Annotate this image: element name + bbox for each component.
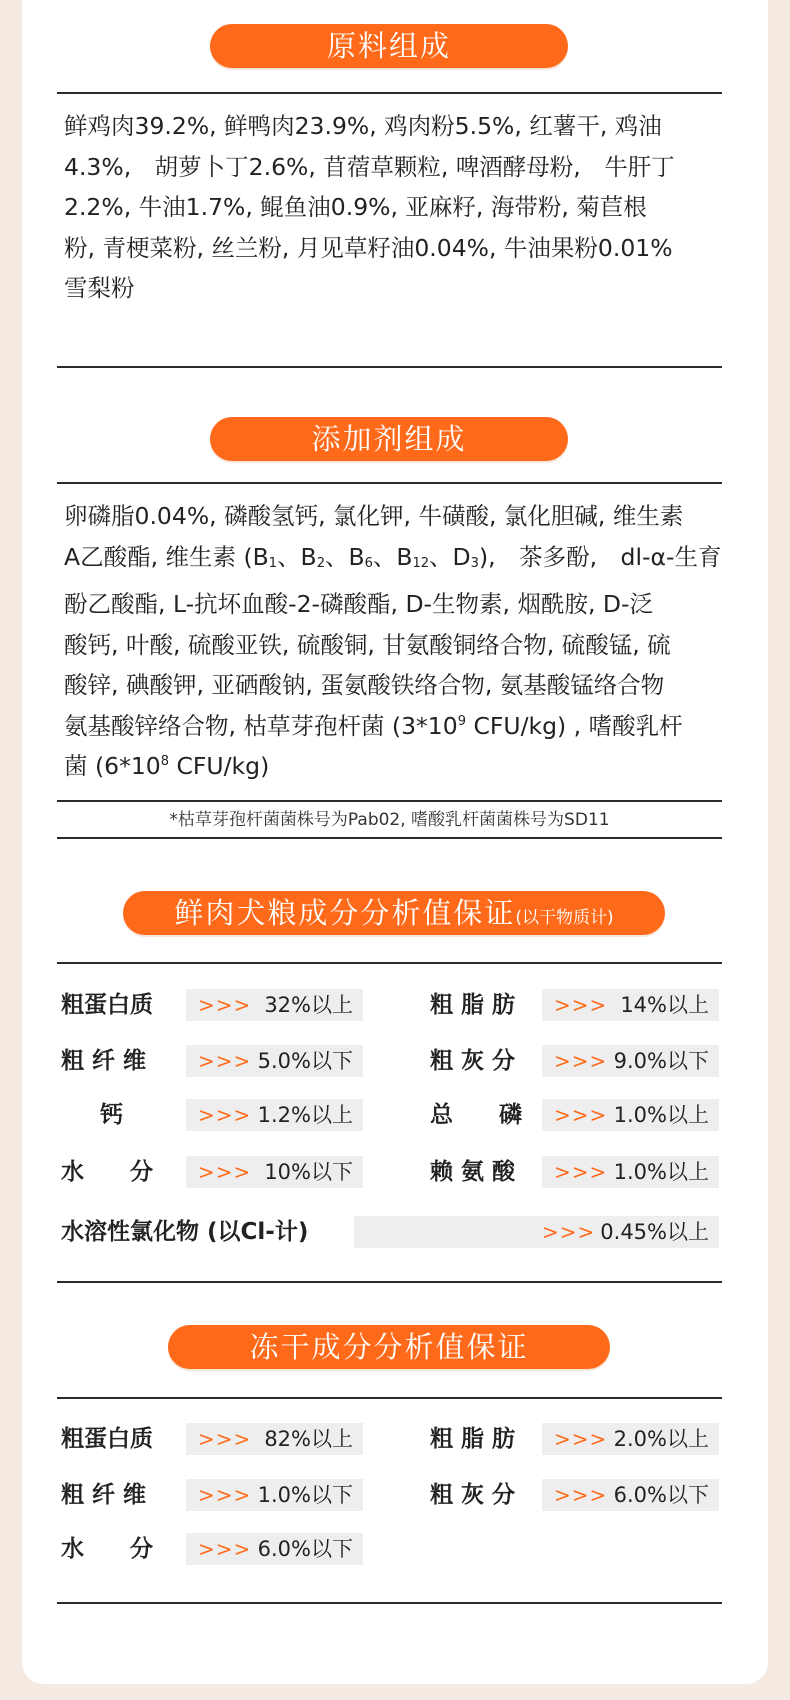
crude-protein-value: >>> 32%以上 <box>186 989 363 1021</box>
crude-fiber-label: 粗 纤 维 <box>61 1482 147 1508</box>
crude-fiber-value: >>> 1.0%以下 <box>186 1479 363 1511</box>
crude-fat-label: 粗 脂 肪 <box>430 1426 516 1452</box>
total-phosphorus-label: 总 磷 <box>430 1102 522 1128</box>
text-line: 酚乙酸酯, L-抗坏血酸-2-磷酸酯, D-生物素, 烟酰胺, D-泛 <box>64 590 653 618</box>
text-line: 氨基酸锌络合物, 枯草芽孢杆菌 ($3*10^9$ CFU/kg) , 嗜酸乳杆 <box>64 711 683 740</box>
arrow-icon: >>> <box>554 1483 608 1507</box>
crude-ash-label: 粗 灰 分 <box>430 1482 516 1508</box>
arrow-icon: >>> <box>198 1103 252 1127</box>
text-line: 卵磷脂0.04%, 磷酸氢钙, 氯化钾, 牛磺酸, 氯化胆碱, 维生素 <box>64 502 684 530</box>
additives-text <box>64 496 740 787</box>
crude-fat-value: >>> 14%以上 <box>542 989 719 1021</box>
text-line: 粉, 青梗菜粉, 丝兰粉, 月见草籽油0.04%, 牛油果粉0.01% <box>64 233 673 262</box>
divider <box>57 837 722 839</box>
calcium-value: >>> 1.2%以上 <box>186 1099 363 1131</box>
text-line: A乙酸酯, 维生素 ($B_1$、$B_2$、$B_6$、$B_{12}$、$D_3$), 茶多酚, dl-α-生育 <box>64 542 722 571</box>
total-phosphorus-value: >>> 1.0%以上 <box>542 1099 719 1131</box>
crude-protein-value: >>> 82%以上 <box>186 1423 363 1455</box>
divider <box>57 1281 722 1283</box>
text-line: 酸钙, 叶酸, 硫酸亚铁, 硫酸铜, 甘氨酸铜络合物, 硫酸锰, 硫 <box>64 630 671 659</box>
arrow-icon: >>> <box>554 1160 608 1184</box>
arrow-icon: >>> <box>198 1537 252 1561</box>
moisture-label: 水 分 <box>61 1159 153 1185</box>
crude-fat-label: 粗 脂 肪 <box>430 992 516 1018</box>
chloride-label: 水溶性氯化物 (以Cl-计) <box>61 1219 309 1245</box>
lysine-label: 赖 氨 酸 <box>430 1159 516 1185</box>
arrow-icon: >>> <box>554 1049 608 1073</box>
raw-ingredients-title: 原料组成 <box>210 24 568 68</box>
crude-protein-label: 粗蛋白质 <box>61 992 153 1018</box>
arrow-icon: >>> <box>554 1427 608 1451</box>
arrow-icon: >>> <box>198 993 252 1017</box>
arrow-icon: >>> <box>554 1103 608 1127</box>
arrow-icon: >>> <box>542 1220 596 1244</box>
text-line: 菌 ($6*10^8$ CFU/kg) <box>64 752 270 780</box>
moisture-value: >>> 10%以下 <box>186 1156 363 1188</box>
raw-ingredients-text <box>64 106 740 309</box>
divider <box>57 92 722 94</box>
crude-protein-label: 粗蛋白质 <box>61 1426 153 1452</box>
moisture-value: >>> 6.0%以下 <box>186 1533 363 1565</box>
divider <box>57 482 722 484</box>
arrow-icon: >>> <box>198 1049 252 1073</box>
text-line: 雪梨粉 <box>64 274 135 302</box>
divider <box>57 1397 722 1399</box>
crude-fiber-value: >>> 5.0%以下 <box>186 1045 363 1077</box>
divider <box>57 1602 722 1604</box>
lysine-value: >>> 1.0%以上 <box>542 1156 719 1188</box>
crude-fiber-label: 粗 纤 维 <box>61 1048 147 1074</box>
arrow-icon: >>> <box>198 1483 252 1507</box>
additives-title: 添加剂组成 <box>210 417 568 461</box>
arrow-icon: >>> <box>554 993 608 1017</box>
divider <box>57 962 722 964</box>
crude-ash-value: >>> 9.0%以下 <box>542 1045 719 1077</box>
freeze-dried-analysis-title: 冻干成分分析值保证 <box>168 1325 610 1369</box>
divider <box>57 366 722 368</box>
crude-fat-value: >>> 2.0%以上 <box>542 1423 719 1455</box>
moisture-label: 水 分 <box>61 1536 153 1562</box>
strain-note: *枯草芽孢杆菌菌株号为Pab02, 嗜酸乳杆菌菌株号为SD11 <box>169 810 610 830</box>
chloride-value: >>> 0.45%以上 <box>354 1216 719 1248</box>
text-line: 酸锌, 碘酸钾, 亚硒酸钠, 蛋氨酸铁络合物, 氨基酸锰络合物 <box>64 671 665 699</box>
crude-ash-label: 粗 灰 分 <box>430 1048 516 1074</box>
calcium-label: 钙 <box>100 1102 123 1128</box>
divider <box>57 800 722 802</box>
text-line: 4.3%, 胡萝卜丁2.6%, 苜蓿草颗粒, 啤酒酵母粉, 牛肝丁 <box>64 152 675 181</box>
crude-ash-value: >>> 6.0%以下 <box>542 1479 719 1511</box>
arrow-icon: >>> <box>198 1427 252 1451</box>
text-line: 鲜鸡肉39.2%, 鲜鸭肉23.9%, 鸡肉粉5.5%, 红薯干, 鸡油 <box>64 112 662 140</box>
fresh-analysis-title: 鲜肉犬粮成分分析值保证(以干物质计) <box>123 891 665 935</box>
text-line: 2.2%, 牛油1.7%, 鲲鱼油0.9%, 亚麻籽, 海带粉, 菊苣根 <box>64 193 647 221</box>
arrow-icon: >>> <box>198 1160 252 1184</box>
